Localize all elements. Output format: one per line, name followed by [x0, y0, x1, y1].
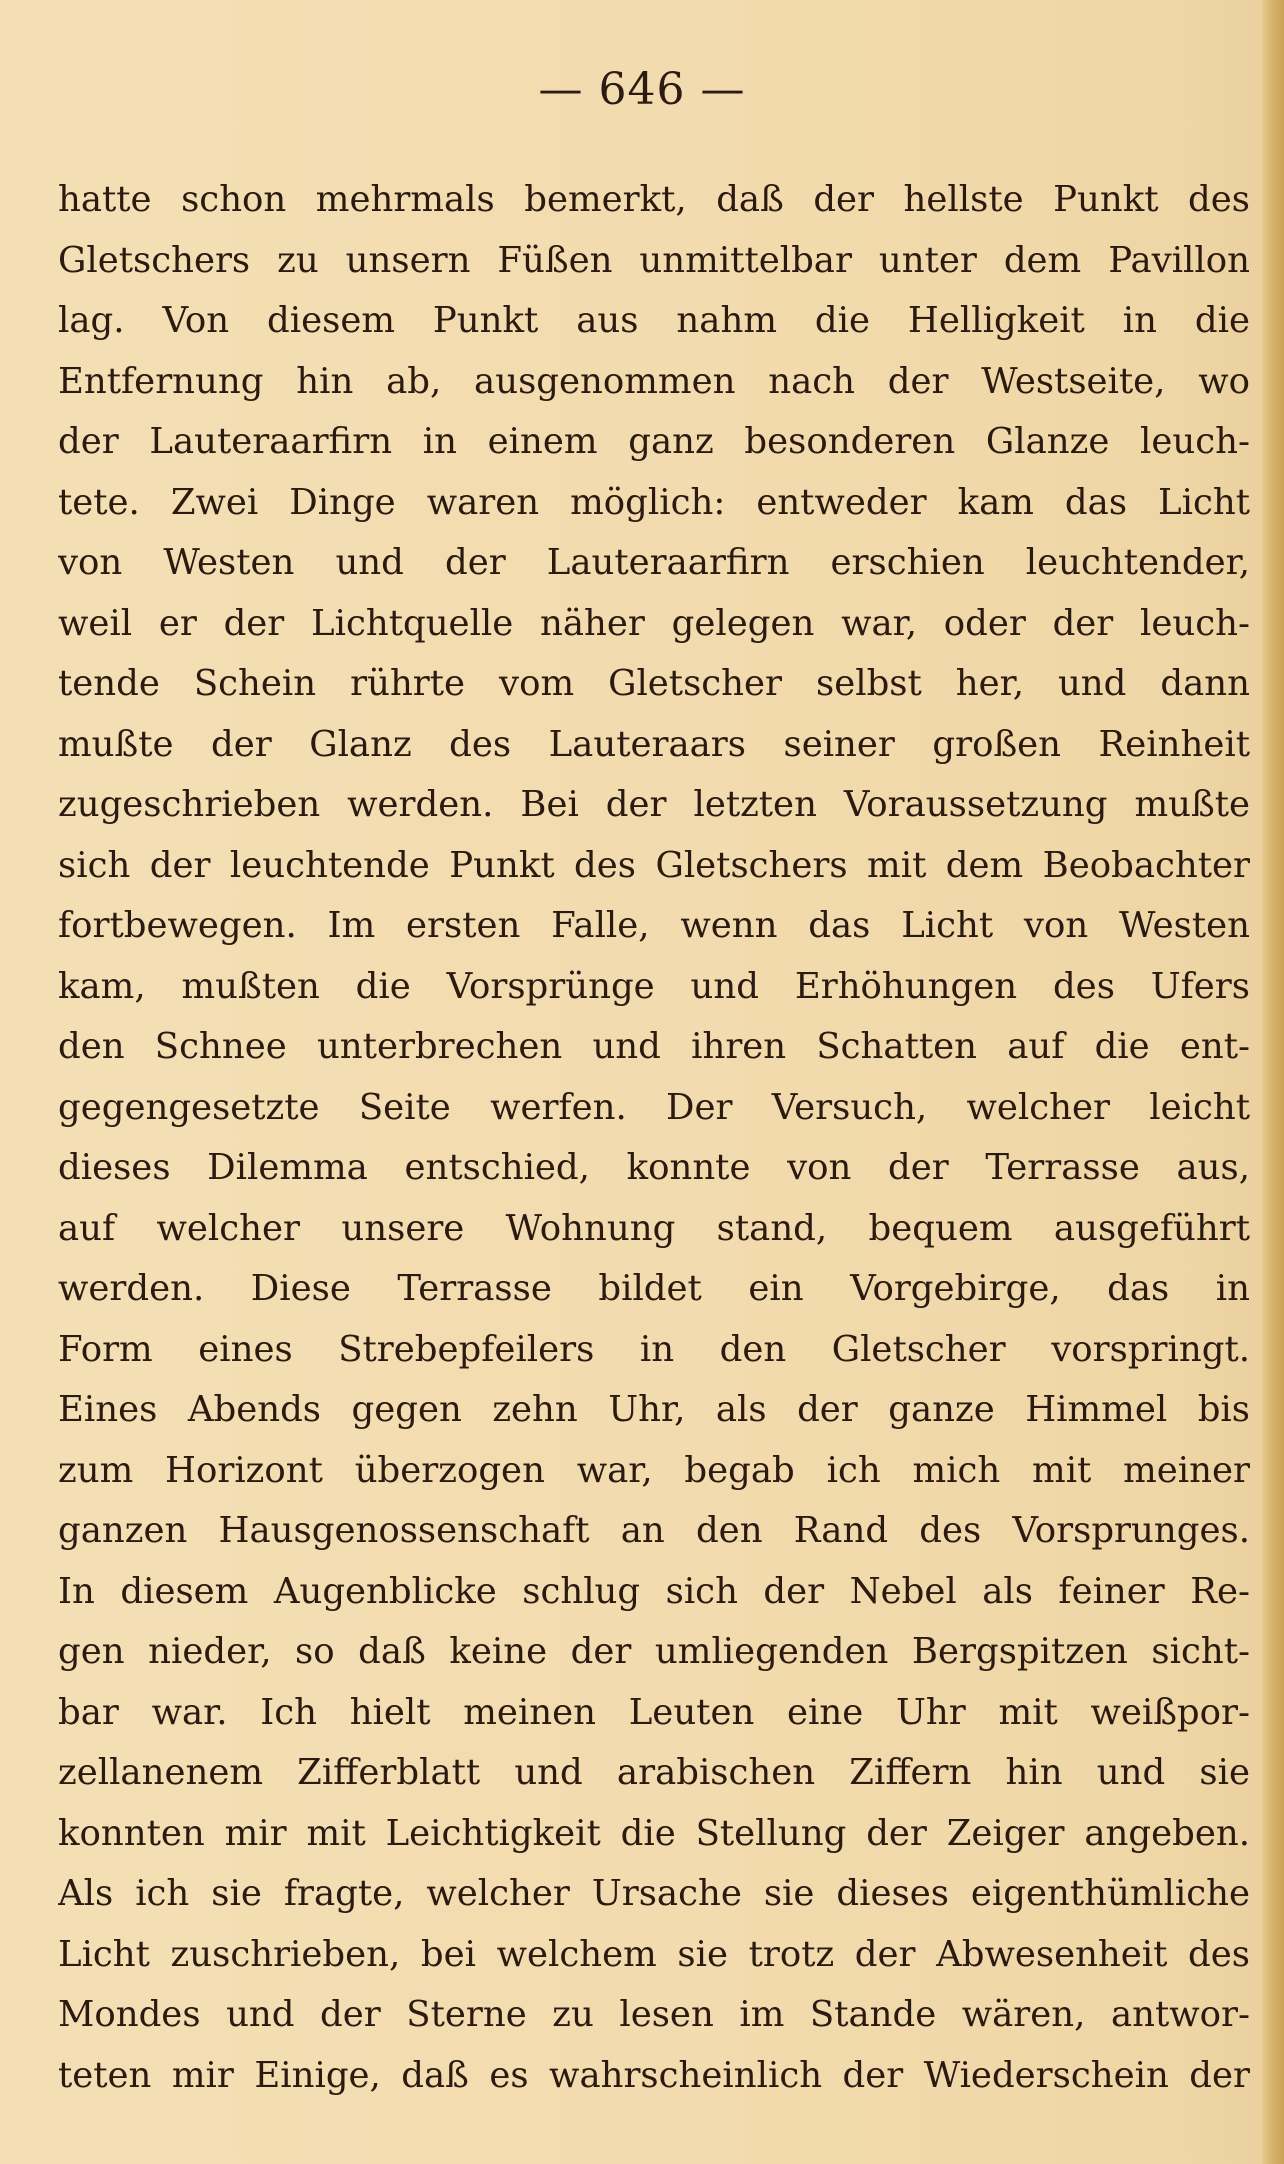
text-line: ganzen Hausgenossenschaft an den Rand des Vorsprunges.: [58, 1510, 1250, 1551]
text-line: werden. Diese Terrasse bildet ein Vorgebirge, das in: [58, 1268, 1250, 1309]
text-line: auf welcher unsere Wohnung stand, bequem ausgeführt: [58, 1207, 1250, 1249]
text-line: tende Schein rührte vom Gletscher selbst her, und dann: [58, 663, 1250, 704]
text-line: mußte der Glanz des Lauteraars seiner großen Reinheit: [58, 723, 1250, 765]
text-line: Eines Abends gegen zehn Uhr, als der ganze Himmel bis: [58, 1389, 1250, 1430]
text-line: In diesem Augenblicke schlug sich der Nebel als feiner Re-: [58, 1570, 1250, 1612]
text-line: bar war. Ich hielt meinen Leuten eine Uhr mit weißpor-: [58, 1691, 1250, 1733]
body-text: [58, 170, 1250, 2106]
text-line: weil er der Lichtquelle näher gelegen war, oder der leuch-: [58, 602, 1250, 644]
text-line: Form eines Strebepfeilers in den Gletscher vorspringt.: [58, 1328, 1250, 1370]
text-line: fortbewegen. Im ersten Falle, wenn das Licht von Westen: [58, 905, 1250, 946]
text-line: zum Horizont überzogen war, begab ich mich mit meiner: [58, 1449, 1250, 1491]
text-line: Licht zuschrieben, bei welchem sie trotz der Abwesenheit des: [58, 1933, 1250, 1975]
text-line: den Schnee unterbrechen und ihren Schatten auf die ent-: [58, 1026, 1250, 1067]
text-line: lag. Von diesem Punkt aus nahm die Helligkeit in die: [58, 300, 1250, 341]
text-line: zugeschrieben werden. Bei der letzten Voraussetzung mußte: [58, 784, 1250, 825]
text-line: sich der leuchtende Punkt des Gletschers mit dem Beobachter: [58, 844, 1250, 886]
text-line: tete. Zwei Dinge waren möglich: entweder kam das Licht: [58, 481, 1250, 523]
text-line: gen nieder, so daß keine der umliegenden Bergspitzen sicht-: [58, 1631, 1250, 1672]
text-line: konnten mir mit Leichtigkeit die Stellung der Zeiger angeben.: [58, 1812, 1250, 1854]
text-line: gegengesetzte Seite werfen. Der Versuch, welcher leicht: [58, 1086, 1250, 1128]
text-line: kam, mußten die Vorsprünge und Erhöhungen des Ufers: [58, 965, 1250, 1007]
text-line: der Lauteraarfirn in einem ganz besonderen Glanze leuch-: [58, 421, 1250, 462]
page-edge: [1262, 0, 1284, 2164]
text-line: zellanenem Zifferblatt und arabischen Ziffern hin und sie: [58, 1752, 1250, 1793]
text-line: von Westen und der Lauteraarfirn erschien leuchtender,: [58, 542, 1250, 583]
text-line: teten mir Einige, daß es wahrscheinlich der Wiederschein der: [58, 2054, 1250, 2096]
text-line: Als ich sie fragte, welcher Ursache sie dieses eigenthümliche: [58, 1873, 1250, 1914]
text-line: Mondes und der Sterne zu lesen im Stande wären, antwor-: [58, 1994, 1250, 2035]
text-line: hatte schon mehrmals bemerkt, daß der hellste Punkt des: [58, 179, 1250, 220]
text-line: Entfernung hin ab, ausgenommen nach der Westseite, wo: [58, 360, 1250, 402]
text-line: dieses Dilemma entschied, konnte von der Terrasse aus,: [58, 1147, 1250, 1188]
text-line: Gletschers zu unsern Füßen unmittelbar unter dem Pavillon: [58, 239, 1250, 281]
page-number: — 646 —: [538, 64, 746, 115]
